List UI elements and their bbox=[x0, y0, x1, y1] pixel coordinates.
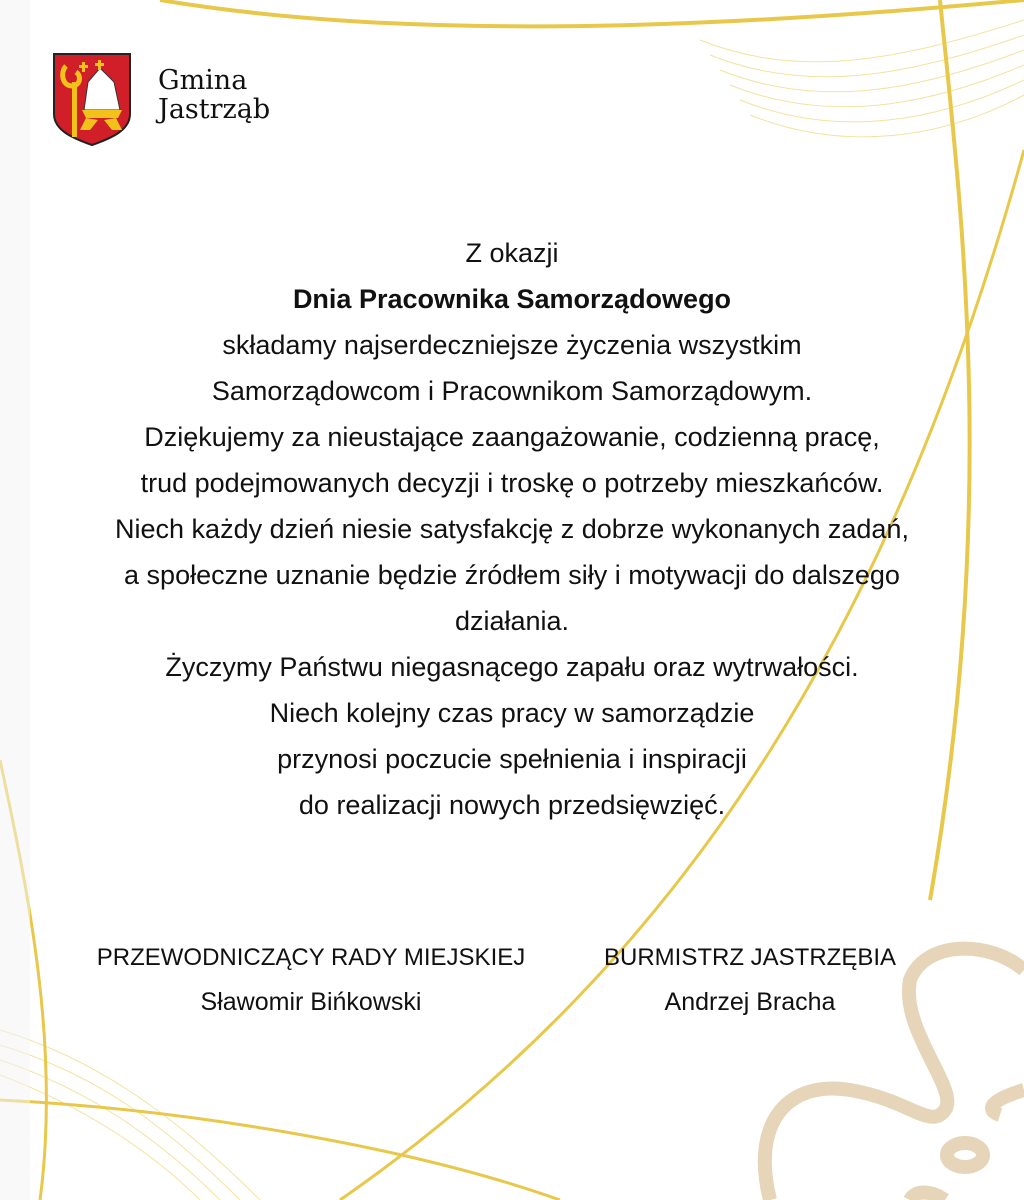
message-line: do realizacji nowych przedsięwzięć. bbox=[298, 790, 726, 820]
signature-council-chairman bbox=[80, 935, 542, 1025]
signature-mayor bbox=[590, 935, 910, 1025]
message-line: składamy najserdeczniejsze życzenia wszystkim bbox=[222, 330, 802, 360]
message-line: Z okazji bbox=[465, 238, 559, 268]
brand-line-2: Jastrząb bbox=[158, 94, 271, 125]
signature-name: Sławomir Bińkowski bbox=[200, 988, 422, 1016]
signature-title: BURMISTRZ JASTRZĘBIA bbox=[603, 944, 897, 971]
brand-line-1: Gmina bbox=[158, 65, 248, 96]
signature-name: Andrzej Bracha bbox=[664, 988, 836, 1016]
message-line: działania. bbox=[454, 606, 570, 636]
message-line: Dziękujemy za nieustające zaangażowanie, codzienną pracę, bbox=[144, 422, 880, 452]
coat-of-arms-logo bbox=[52, 52, 132, 147]
message-line: przynosi poczucie spełnienia i inspiracji bbox=[277, 744, 747, 774]
message-line: Życzymy Państwu niegasnącego zapału oraz wytrwałości. bbox=[165, 652, 859, 682]
message-line: Niech kolejny czas pracy w samorządzie bbox=[269, 698, 755, 728]
message-line: Samorządowcom i Pracownikom Samorządowym. bbox=[211, 376, 813, 406]
message-heading: Dnia Pracownika Samorządowego bbox=[292, 284, 732, 314]
message-line: Niech każdy dzień niesie satysfakcję z dobrze wykonanych zadań, bbox=[115, 514, 909, 544]
message-line: trud podejmowanych decyzji i troskę o potrzeby mieszkańców. bbox=[140, 468, 884, 498]
signature-title: PRZEWODNICZĄCY RADY MIEJSKIEJ bbox=[96, 944, 526, 971]
municipality-name bbox=[158, 66, 270, 124]
message-line: a społeczne uznanie będzie źródłem siły i motywacji do dalszego bbox=[124, 560, 900, 590]
greeting-message bbox=[0, 230, 1024, 828]
